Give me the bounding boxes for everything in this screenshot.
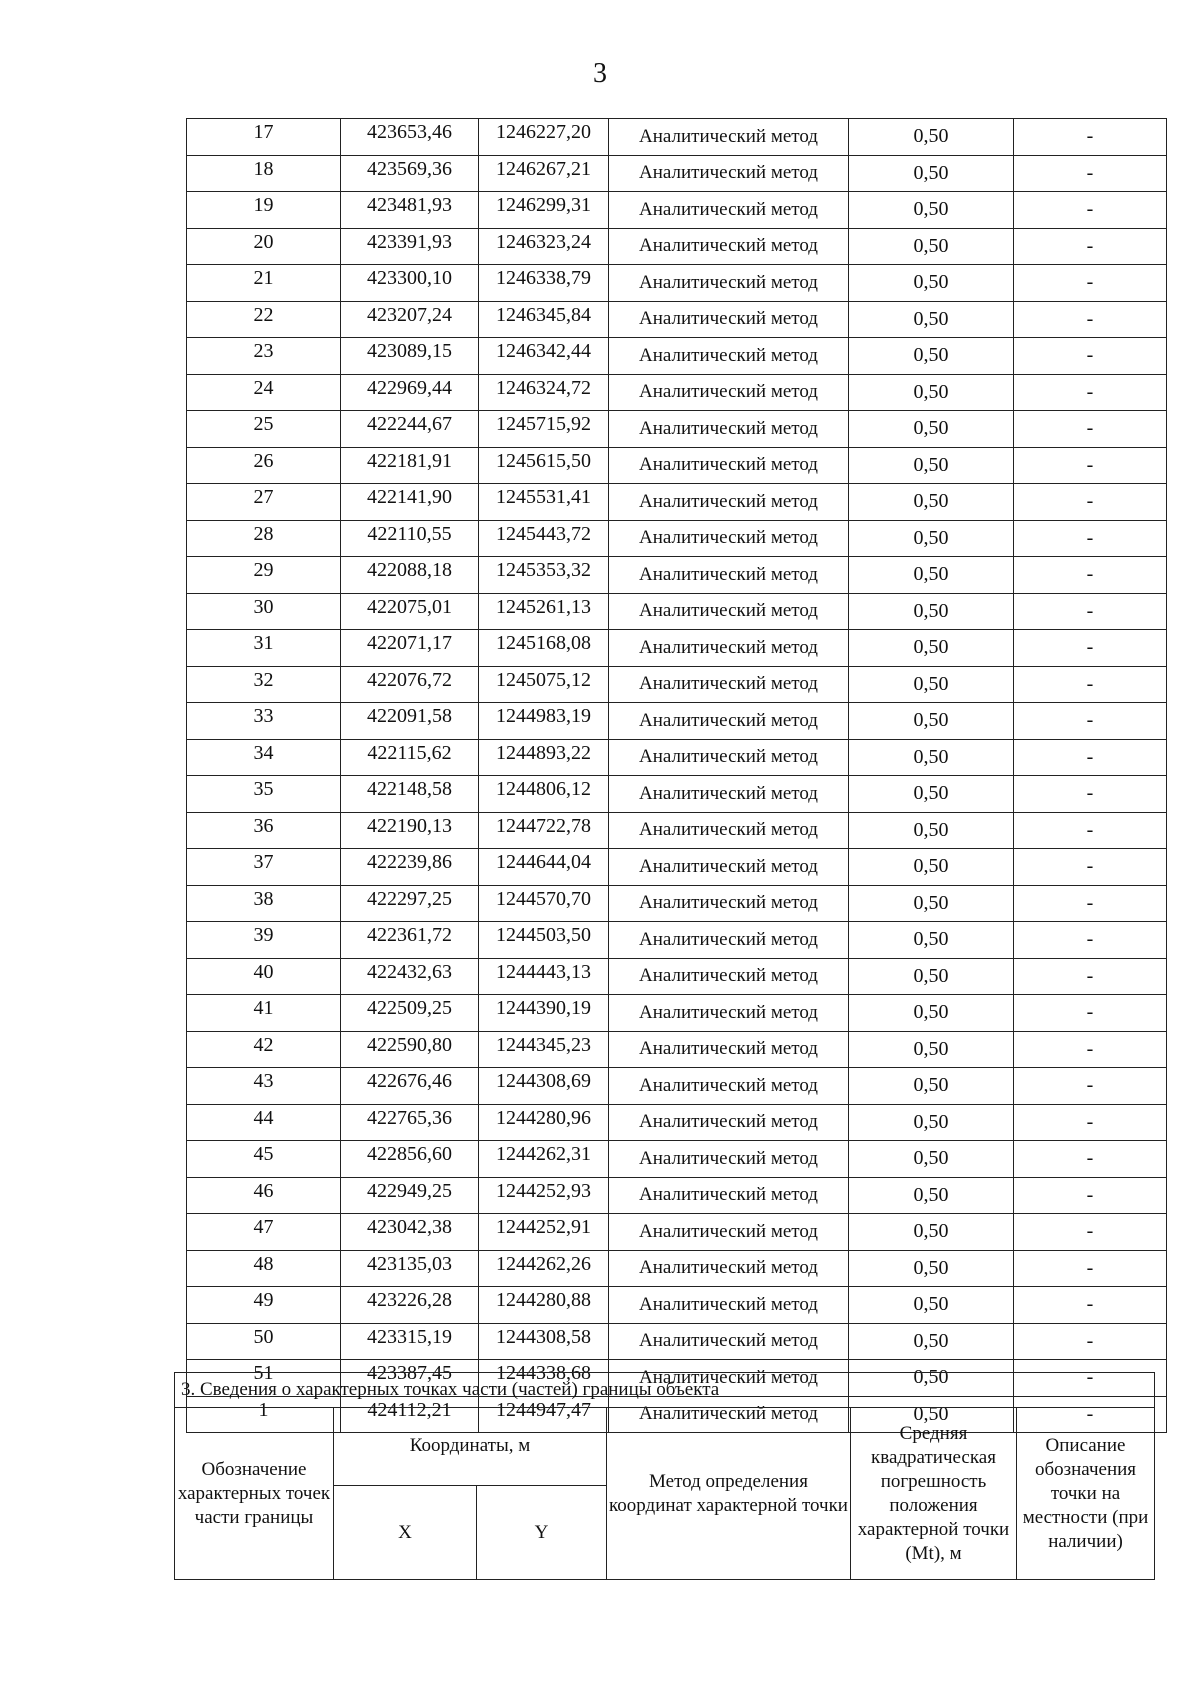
cell-coord-x: 422071,17 bbox=[341, 630, 479, 667]
cell-description: - bbox=[1014, 885, 1167, 922]
cell-description: - bbox=[1014, 630, 1167, 667]
cell-error-mt: 0,50 bbox=[849, 1287, 1014, 1324]
cell-point-number: 34 bbox=[187, 739, 341, 776]
section3-title: 3. Сведения о характерных точках части (частей) границы объекта bbox=[175, 1373, 1155, 1408]
cell-point-number: 31 bbox=[187, 630, 341, 667]
cell-description: - bbox=[1014, 1323, 1167, 1360]
cell-point-number: 21 bbox=[187, 265, 341, 302]
cell-coord-x: 423042,38 bbox=[341, 1214, 479, 1251]
cell-coord-y: 1244570,70 bbox=[479, 885, 609, 922]
cell-coord-x: 422239,86 bbox=[341, 849, 479, 886]
table-row bbox=[187, 666, 1167, 703]
table-row bbox=[187, 703, 1167, 740]
cell-method: Аналитический метод bbox=[609, 411, 849, 448]
coordinates-table bbox=[186, 118, 1167, 1433]
cell-description: - bbox=[1014, 812, 1167, 849]
cell-point-number: 35 bbox=[187, 776, 341, 813]
cell-error-mt: 0,50 bbox=[849, 411, 1014, 448]
cell-description: - bbox=[1014, 338, 1167, 375]
cell-error-mt: 0,50 bbox=[849, 885, 1014, 922]
cell-method: Аналитический метод bbox=[609, 1287, 849, 1324]
table-row bbox=[187, 265, 1167, 302]
cell-method: Аналитический метод bbox=[609, 484, 849, 521]
cell-coord-y: 1246338,79 bbox=[479, 265, 609, 302]
cell-description: - bbox=[1014, 1250, 1167, 1287]
cell-point-number: 51 bbox=[187, 1360, 341, 1397]
cell-coord-x: 423089,15 bbox=[341, 338, 479, 375]
cell-error-mt: 0,50 bbox=[849, 484, 1014, 521]
cell-point-number: 39 bbox=[187, 922, 341, 959]
cell-error-mt: 0,50 bbox=[849, 1396, 1014, 1433]
cell-coord-x: 423226,28 bbox=[341, 1287, 479, 1324]
cell-error-mt: 0,50 bbox=[849, 1360, 1014, 1397]
cell-coord-x: 423315,19 bbox=[341, 1323, 479, 1360]
table-row bbox=[187, 301, 1167, 338]
cell-coord-y: 1246299,31 bbox=[479, 192, 609, 229]
table-row bbox=[187, 849, 1167, 886]
cell-coord-y: 1244280,88 bbox=[479, 1287, 609, 1324]
cell-error-mt: 0,50 bbox=[849, 776, 1014, 813]
header-mt: Средняя квадратическая погрешность положения характерной точки (Mt), м bbox=[851, 1408, 1017, 1580]
cell-point-number: 40 bbox=[187, 958, 341, 995]
cell-error-mt: 0,50 bbox=[849, 374, 1014, 411]
table-row bbox=[187, 1104, 1167, 1141]
cell-point-number: 18 bbox=[187, 155, 341, 192]
cell-coord-x: 422590,80 bbox=[341, 1031, 479, 1068]
table-row bbox=[187, 411, 1167, 448]
cell-coord-y: 1244338,68 bbox=[479, 1360, 609, 1397]
cell-coord-x: 423135,03 bbox=[341, 1250, 479, 1287]
cell-coord-y: 1245531,41 bbox=[479, 484, 609, 521]
cell-point-number: 17 bbox=[187, 119, 341, 156]
cell-coord-y: 1246324,72 bbox=[479, 374, 609, 411]
cell-coord-x: 422361,72 bbox=[341, 922, 479, 959]
cell-point-number: 37 bbox=[187, 849, 341, 886]
cell-error-mt: 0,50 bbox=[849, 812, 1014, 849]
cell-point-number: 49 bbox=[187, 1287, 341, 1324]
cell-coord-y: 1244503,50 bbox=[479, 922, 609, 959]
cell-error-mt: 0,50 bbox=[849, 301, 1014, 338]
cell-description: - bbox=[1014, 557, 1167, 594]
cell-description: - bbox=[1014, 1177, 1167, 1214]
cell-method: Аналитический метод bbox=[609, 849, 849, 886]
cell-point-number: 20 bbox=[187, 228, 341, 265]
cell-description: - bbox=[1014, 776, 1167, 813]
cell-point-number: 29 bbox=[187, 557, 341, 594]
cell-description: - bbox=[1014, 301, 1167, 338]
cell-method: Аналитический метод bbox=[609, 593, 849, 630]
cell-error-mt: 0,50 bbox=[849, 447, 1014, 484]
cell-description: - bbox=[1014, 1214, 1167, 1251]
cell-point-number: 32 bbox=[187, 666, 341, 703]
cell-error-mt: 0,50 bbox=[849, 1177, 1014, 1214]
header-y: Y bbox=[477, 1486, 607, 1580]
cell-method: Аналитический метод bbox=[609, 557, 849, 594]
table-row bbox=[187, 776, 1167, 813]
cell-description: - bbox=[1014, 520, 1167, 557]
cell-error-mt: 0,50 bbox=[849, 666, 1014, 703]
cell-method: Аналитический метод bbox=[609, 1396, 849, 1433]
cell-point-number: 26 bbox=[187, 447, 341, 484]
cell-point-number: 42 bbox=[187, 1031, 341, 1068]
cell-method: Аналитический метод bbox=[609, 1360, 849, 1397]
cell-method: Аналитический метод bbox=[609, 119, 849, 156]
cell-coord-x: 423653,46 bbox=[341, 119, 479, 156]
cell-point-number: 22 bbox=[187, 301, 341, 338]
table-row bbox=[187, 119, 1167, 156]
cell-coord-x: 422141,90 bbox=[341, 484, 479, 521]
table-row bbox=[187, 1177, 1167, 1214]
cell-point-number: 48 bbox=[187, 1250, 341, 1287]
section3-table bbox=[174, 1372, 1155, 1580]
cell-method: Аналитический метод bbox=[609, 776, 849, 813]
cell-coord-y: 1245075,12 bbox=[479, 666, 609, 703]
cell-coord-x: 422856,60 bbox=[341, 1141, 479, 1178]
table-row bbox=[187, 1068, 1167, 1105]
cell-method: Аналитический метод bbox=[609, 192, 849, 229]
cell-coord-x: 422110,55 bbox=[341, 520, 479, 557]
cell-coord-y: 1246267,21 bbox=[479, 155, 609, 192]
table-row bbox=[187, 995, 1167, 1032]
cell-coord-y: 1246227,20 bbox=[479, 119, 609, 156]
cell-coord-y: 1244893,22 bbox=[479, 739, 609, 776]
table-row bbox=[187, 1141, 1167, 1178]
cell-description: - bbox=[1014, 411, 1167, 448]
cell-coord-x: 422076,72 bbox=[341, 666, 479, 703]
cell-method: Аналитический метод bbox=[609, 1250, 849, 1287]
cell-coord-x: 422969,44 bbox=[341, 374, 479, 411]
cell-error-mt: 0,50 bbox=[849, 192, 1014, 229]
table-row bbox=[187, 484, 1167, 521]
cell-coord-y: 1245615,50 bbox=[479, 447, 609, 484]
cell-coord-x: 423300,10 bbox=[341, 265, 479, 302]
cell-coord-y: 1244252,91 bbox=[479, 1214, 609, 1251]
header-description: Описание обозначения точки на местности (при наличии) bbox=[1017, 1408, 1155, 1580]
cell-error-mt: 0,50 bbox=[849, 119, 1014, 156]
cell-point-number: 44 bbox=[187, 1104, 341, 1141]
cell-coord-y: 1245715,92 bbox=[479, 411, 609, 448]
cell-method: Аналитический метод bbox=[609, 666, 849, 703]
cell-error-mt: 0,50 bbox=[849, 1141, 1014, 1178]
cell-coord-y: 1244262,31 bbox=[479, 1141, 609, 1178]
cell-point-number: 30 bbox=[187, 593, 341, 630]
page-number: 3 bbox=[593, 58, 607, 89]
cell-coord-x: 424112,21 bbox=[341, 1396, 479, 1433]
cell-description: - bbox=[1014, 447, 1167, 484]
cell-description: - bbox=[1014, 1360, 1167, 1397]
cell-point-number: 43 bbox=[187, 1068, 341, 1105]
cell-description: - bbox=[1014, 265, 1167, 302]
cell-method: Аналитический метод bbox=[609, 228, 849, 265]
cell-description: - bbox=[1014, 849, 1167, 886]
cell-error-mt: 0,50 bbox=[849, 703, 1014, 740]
cell-coord-x: 423481,93 bbox=[341, 192, 479, 229]
cell-method: Аналитический метод bbox=[609, 338, 849, 375]
table-row bbox=[187, 155, 1167, 192]
cell-method: Аналитический метод bbox=[609, 1141, 849, 1178]
cell-coord-y: 1245353,32 bbox=[479, 557, 609, 594]
table-row bbox=[187, 922, 1167, 959]
cell-error-mt: 0,50 bbox=[849, 958, 1014, 995]
cell-point-number: 25 bbox=[187, 411, 341, 448]
cell-error-mt: 0,50 bbox=[849, 1104, 1014, 1141]
cell-description: - bbox=[1014, 192, 1167, 229]
cell-coord-y: 1246342,44 bbox=[479, 338, 609, 375]
cell-method: Аналитический метод bbox=[609, 1214, 849, 1251]
cell-point-number: 45 bbox=[187, 1141, 341, 1178]
table-row bbox=[187, 630, 1167, 667]
table-row bbox=[187, 739, 1167, 776]
cell-description: - bbox=[1014, 1068, 1167, 1105]
cell-coord-y: 1244947,47 bbox=[479, 1396, 609, 1433]
table-row bbox=[187, 593, 1167, 630]
cell-error-mt: 0,50 bbox=[849, 228, 1014, 265]
cell-coord-y: 1244252,93 bbox=[479, 1177, 609, 1214]
cell-error-mt: 0,50 bbox=[849, 1031, 1014, 1068]
cell-point-number: 23 bbox=[187, 338, 341, 375]
cell-error-mt: 0,50 bbox=[849, 1068, 1014, 1105]
cell-method: Аналитический метод bbox=[609, 447, 849, 484]
cell-error-mt: 0,50 bbox=[849, 995, 1014, 1032]
cell-coord-y: 1244983,19 bbox=[479, 703, 609, 740]
header-method: Метод определения координат характерной точки bbox=[607, 1408, 851, 1580]
cell-point-number: 50 bbox=[187, 1323, 341, 1360]
cell-coord-x: 422181,91 bbox=[341, 447, 479, 484]
cell-description: - bbox=[1014, 995, 1167, 1032]
cell-coord-x: 422676,46 bbox=[341, 1068, 479, 1105]
table-row bbox=[187, 520, 1167, 557]
cell-coord-y: 1244345,23 bbox=[479, 1031, 609, 1068]
cell-method: Аналитический метод bbox=[609, 703, 849, 740]
cell-coord-y: 1245443,72 bbox=[479, 520, 609, 557]
cell-error-mt: 0,50 bbox=[849, 922, 1014, 959]
cell-error-mt: 0,50 bbox=[849, 557, 1014, 594]
cell-method: Аналитический метод bbox=[609, 374, 849, 411]
header-designation: Обозначение характерных точек части границы bbox=[175, 1408, 334, 1580]
cell-method: Аналитический метод bbox=[609, 630, 849, 667]
cell-description: - bbox=[1014, 1141, 1167, 1178]
cell-method: Аналитический метод bbox=[609, 739, 849, 776]
cell-method: Аналитический метод bbox=[609, 1068, 849, 1105]
cell-point-number: 24 bbox=[187, 374, 341, 411]
table-row bbox=[187, 958, 1167, 995]
cell-coord-x: 422297,25 bbox=[341, 885, 479, 922]
cell-description: - bbox=[1014, 484, 1167, 521]
cell-coord-y: 1246323,24 bbox=[479, 228, 609, 265]
table-row bbox=[187, 812, 1167, 849]
cell-method: Аналитический метод bbox=[609, 922, 849, 959]
cell-error-mt: 0,50 bbox=[849, 1323, 1014, 1360]
cell-description: - bbox=[1014, 922, 1167, 959]
cell-point-number: 1 bbox=[187, 1396, 341, 1433]
header-coordinates: Координаты, м bbox=[334, 1408, 607, 1486]
cell-method: Аналитический метод bbox=[609, 520, 849, 557]
cell-point-number: 27 bbox=[187, 484, 341, 521]
cell-description: - bbox=[1014, 119, 1167, 156]
cell-coord-y: 1245168,08 bbox=[479, 630, 609, 667]
cell-point-number: 33 bbox=[187, 703, 341, 740]
cell-error-mt: 0,50 bbox=[849, 338, 1014, 375]
cell-error-mt: 0,50 bbox=[849, 630, 1014, 667]
table-row bbox=[187, 1214, 1167, 1251]
table-row bbox=[187, 192, 1167, 229]
cell-description: - bbox=[1014, 1031, 1167, 1068]
cell-description: - bbox=[1014, 739, 1167, 776]
cell-coord-x: 422244,67 bbox=[341, 411, 479, 448]
cell-coord-y: 1244443,13 bbox=[479, 958, 609, 995]
cell-error-mt: 0,50 bbox=[849, 739, 1014, 776]
table-row bbox=[187, 447, 1167, 484]
table-row bbox=[187, 557, 1167, 594]
cell-coord-x: 422148,58 bbox=[341, 776, 479, 813]
cell-description: - bbox=[1014, 703, 1167, 740]
cell-coord-x: 422765,36 bbox=[341, 1104, 479, 1141]
cell-point-number: 41 bbox=[187, 995, 341, 1032]
cell-coord-x: 422115,62 bbox=[341, 739, 479, 776]
cell-coord-y: 1244722,78 bbox=[479, 812, 609, 849]
table-row bbox=[187, 1323, 1167, 1360]
cell-description: - bbox=[1014, 1396, 1167, 1433]
cell-description: - bbox=[1014, 374, 1167, 411]
cell-coord-y: 1244308,58 bbox=[479, 1323, 609, 1360]
table-row bbox=[187, 228, 1167, 265]
cell-coord-x: 423387,45 bbox=[341, 1360, 479, 1397]
cell-coord-x: 422190,13 bbox=[341, 812, 479, 849]
cell-description: - bbox=[1014, 593, 1167, 630]
cell-method: Аналитический метод bbox=[609, 958, 849, 995]
cell-error-mt: 0,50 bbox=[849, 1250, 1014, 1287]
cell-coord-x: 423207,24 bbox=[341, 301, 479, 338]
cell-error-mt: 0,50 bbox=[849, 155, 1014, 192]
cell-description: - bbox=[1014, 155, 1167, 192]
cell-error-mt: 0,50 bbox=[849, 593, 1014, 630]
table-row bbox=[187, 374, 1167, 411]
cell-point-number: 19 bbox=[187, 192, 341, 229]
cell-method: Аналитический метод bbox=[609, 265, 849, 302]
cell-method: Аналитический метод bbox=[609, 1177, 849, 1214]
cell-coord-y: 1244390,19 bbox=[479, 995, 609, 1032]
table-row bbox=[187, 1031, 1167, 1068]
cell-coord-x: 423391,93 bbox=[341, 228, 479, 265]
cell-coord-y: 1244280,96 bbox=[479, 1104, 609, 1141]
cell-point-number: 47 bbox=[187, 1214, 341, 1251]
cell-coord-y: 1245261,13 bbox=[479, 593, 609, 630]
cell-method: Аналитический метод bbox=[609, 1104, 849, 1141]
cell-coord-x: 422432,63 bbox=[341, 958, 479, 995]
header-x: X bbox=[334, 1486, 477, 1580]
cell-error-mt: 0,50 bbox=[849, 265, 1014, 302]
cell-description: - bbox=[1014, 228, 1167, 265]
table-row bbox=[187, 1287, 1167, 1324]
cell-method: Аналитический метод bbox=[609, 885, 849, 922]
cell-coord-x: 422509,25 bbox=[341, 995, 479, 1032]
table-row bbox=[187, 1250, 1167, 1287]
cell-point-number: 46 bbox=[187, 1177, 341, 1214]
cell-method: Аналитический метод bbox=[609, 1323, 849, 1360]
cell-coord-y: 1244644,04 bbox=[479, 849, 609, 886]
cell-coord-y: 1246345,84 bbox=[479, 301, 609, 338]
cell-error-mt: 0,50 bbox=[849, 520, 1014, 557]
cell-method: Аналитический метод bbox=[609, 995, 849, 1032]
cell-point-number: 36 bbox=[187, 812, 341, 849]
cell-method: Аналитический метод bbox=[609, 155, 849, 192]
table-row bbox=[187, 338, 1167, 375]
cell-description: - bbox=[1014, 666, 1167, 703]
cell-coord-y: 1244262,26 bbox=[479, 1250, 609, 1287]
cell-coord-y: 1244806,12 bbox=[479, 776, 609, 813]
cell-description: - bbox=[1014, 1287, 1167, 1324]
cell-method: Аналитический метод bbox=[609, 1031, 849, 1068]
cell-error-mt: 0,50 bbox=[849, 849, 1014, 886]
cell-description: - bbox=[1014, 1104, 1167, 1141]
cell-coord-x: 422949,25 bbox=[341, 1177, 479, 1214]
table-row bbox=[187, 885, 1167, 922]
cell-point-number: 38 bbox=[187, 885, 341, 922]
cell-method: Аналитический метод bbox=[609, 301, 849, 338]
cell-coord-x: 423569,36 bbox=[341, 155, 479, 192]
cell-error-mt: 0,50 bbox=[849, 1214, 1014, 1251]
cell-description: - bbox=[1014, 958, 1167, 995]
cell-coord-x: 422088,18 bbox=[341, 557, 479, 594]
cell-point-number: 28 bbox=[187, 520, 341, 557]
cell-method: Аналитический метод bbox=[609, 812, 849, 849]
cell-coord-x: 422075,01 bbox=[341, 593, 479, 630]
cell-coord-x: 422091,58 bbox=[341, 703, 479, 740]
cell-coord-y: 1244308,69 bbox=[479, 1068, 609, 1105]
